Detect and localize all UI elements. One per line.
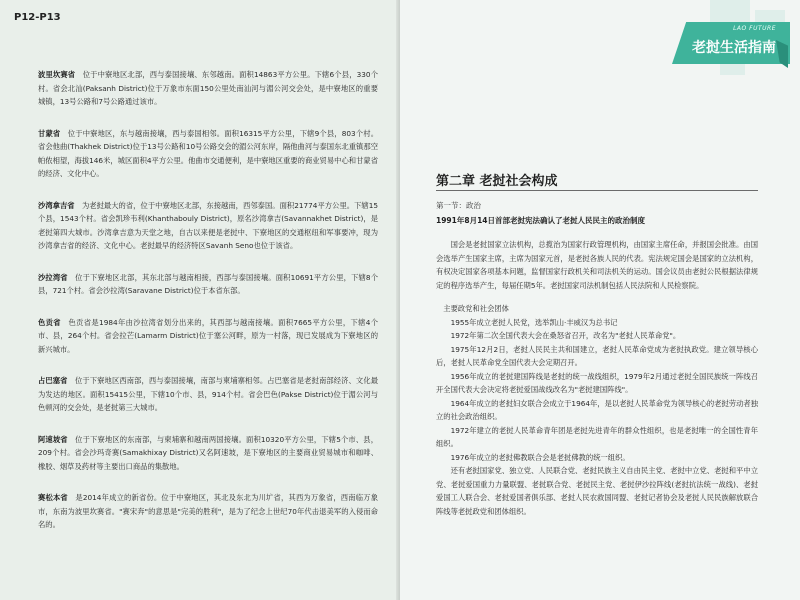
province-description: 位于下寮地区北部，其东北部与越南相接，西部与泰国接壤。面积10691平方公里，下辖8个县，721个村。省会沙拉湾(Saravane District)位于本省东部。 [38, 272, 379, 295]
province-entry [38, 491, 378, 532]
province-description: 是2014年成立的新省份。位于中寮地区，其北及东北为川圹省，其西为万象省，西南临万象市，东南为波里坎赛省。"赛宋奔"的意思是"完美的胜利"，是为了纪念上世纪70年代击退美军的入侵而命名的。 [38, 493, 379, 529]
province-entry [38, 127, 378, 181]
organization-paragraph: 1964年成立的老挝妇女联合会成立于1964年，是以老挝人民革命党为领导核心的老挝劳动者独立的社会政治组织。 [436, 398, 758, 421]
brand-title: 老挝生活指南 [692, 40, 776, 56]
organization-paragraph: 1972年建立的老挝人民革命青年团是老挝先进青年的群众性组织，也是老挝唯一的全国性青年组织。 [436, 425, 758, 448]
province-entry [38, 433, 378, 474]
province-name: 沙湾拿吉省 [38, 200, 75, 210]
organization-paragraph: 1955年成立老挝人民党，选举凯山·丰威汉为总书记 [450, 317, 618, 327]
province-name: 波里坎赛省 [38, 70, 76, 79]
province-entry [38, 271, 378, 298]
province-entry [38, 374, 378, 415]
chapter-divider [436, 190, 758, 191]
right-page [400, 0, 800, 600]
province-name: 占巴塞省 [38, 376, 68, 385]
province-description: 为老挝最大的省，位于中寮地区北部，东接越南，西邻泰国。面积21774平方公里。下辖15个县，1543个村。省会凯珍韦利(Khanthabouly District)，原名沙湾拿吉(Savannakhet District)，是老挝第四大城市。沙湾拿吉意为天堂之地，自古以来便是老挝中、下寮地区的交通枢纽和军事要冲，现为沙湾拿吉省的经济、文化中心。老挝最早的经济特区Savanh Seno也位于该省。 [38, 200, 379, 250]
province-description: 位于中寮地区北部，西与泰国接壤、东邻越南。面积14863平方公里。下辖6个县，330个村。省会北汕(Paksanh District)位于万象市东面150公里处南汕河与湄公河交会处，是中寮地区的重要城镇，13号公路和7号公路通过该市。 [38, 70, 379, 106]
province-name: 赛松本省 [38, 493, 68, 502]
chapter-title: 第二章 老挝社会构成 [436, 174, 558, 189]
province-name: 色贡省 [38, 317, 61, 327]
organizations-list [436, 316, 758, 519]
section-label: 第一节：政治 [436, 201, 481, 210]
province-list [38, 68, 378, 550]
organization-paragraph: 1956年成立的老挝建国阵线是老挝的统一战线组织，1979年2月通过老挝全国民族统一阵线召开全国代表大会决定将老挝爱国战线改名为"老挝建国阵线"。 [436, 371, 758, 394]
province-description: 位于下寮地区的东南部，与柬埔寨和越南两国接壤。面积10320平方公里，下辖5个市、县，209个村。省会沙玛奇赛(Samakhixay District)又名阿速坡，是下寮地区的主要商业贸易城市和咖啡、橡胶、烟草及药材等主要出口商品的集散地。 [38, 434, 379, 471]
organization-paragraph: 1975年12月2日，老挝人民民主共和国建立，老挝人民革命党成为老挝执政党。建立领导核心后，老挝人民革命党全国代表大会定期召开。 [436, 344, 758, 367]
province-entry [38, 199, 378, 253]
intro-paragraph: 国会是老挝国家立法机构，总揽治为国家行政管理机构，由国家主席任命，并报国会批准。由国会选举产生国家主席，主席为国家元首，是老挝各族人民的代表。宪法规定国会是国家的立法机构，有权决定国家各项基本问题，监督国家行政机关和司法机关的运动。国会议员由老挝公民根据法律规定的程序选举产生，每届任期5年。老挝国家司法机制包括人民法院和人民检察院。 [436, 240, 758, 290]
province-name: 甘蒙省 [38, 128, 61, 138]
organizations-heading: 主要政党和社会团体 [443, 304, 509, 313]
province-description: 色贡省是1984年由沙拉湾省划分出来的，其西部与越南接壤。面积7665平方公里，下辖4个市、县，264个村。省会拉芒(Lamarm District)位于塞公河畔，原为一村落，现已发展成为下寮地区的新兴城市。 [38, 317, 379, 354]
organization-paragraph: 1976年成立的老挝佛教联合会是老挝佛教的统一组织。 [450, 452, 630, 462]
brand-banner [666, 22, 790, 68]
province-description: 位于中寮地区，东与越南接壤，西与泰国相邻。面积16315平方公里，下辖9个县，803个村。省会他曲(Thakhek District)位于13号公路和10号公路交会的湄公河东岸，隔他曲河与泰国东北重镇那空帕侬相望，海拔146米，城区面积4平方公里。他曲市交通便利，是中寮地区重要的商业贸易中心和甘蒙省的经济、文化中心。 [38, 128, 379, 178]
province-name: 沙拉湾省 [38, 272, 68, 282]
section-subtitle: 1991年8月14日首部老挝宪法确认了老挝人民民主的政治制度 [436, 216, 646, 225]
organization-paragraph: 还有老挝国家党、独立党、人民联合党、老挝民族主义自由民主党、老挝中立党、老挝和平中立党、老挝爱国重力力量联盟、老挝联合党、老挝民主党、老挝伊沙拉阵线(老挝抗法统一战线)、老挝爱国工人联合会、老挝爱国者俱乐部、老挝人民农救国同盟、老挝记者协会及老挝人民民族解放联合阵线等老挝政党和团体组织。 [436, 466, 758, 516]
province-name: 阿速坡省 [38, 434, 68, 444]
province-description: 位于下寮地区西南部，西与泰国接壤，南部与柬埔寨相邻。占巴塞省是老挝南部经济、文化最为发达的地区。面积15415公里，下辖10个市、县，914个村。省会巴色(Pakse District)位于湄公河与色顿河的交会处，是老挝第三大城市。 [38, 376, 379, 412]
chapter-body [436, 238, 758, 518]
province-entry [38, 316, 378, 357]
brand-subtitle: LAO FUTURE [733, 25, 776, 32]
page-number: P12-P13 [14, 12, 61, 23]
organization-paragraph: 1972年第二次全国代表大会在桑怒省召开，改名为"老挝人民革命党"。 [450, 331, 681, 340]
province-entry [38, 68, 378, 109]
